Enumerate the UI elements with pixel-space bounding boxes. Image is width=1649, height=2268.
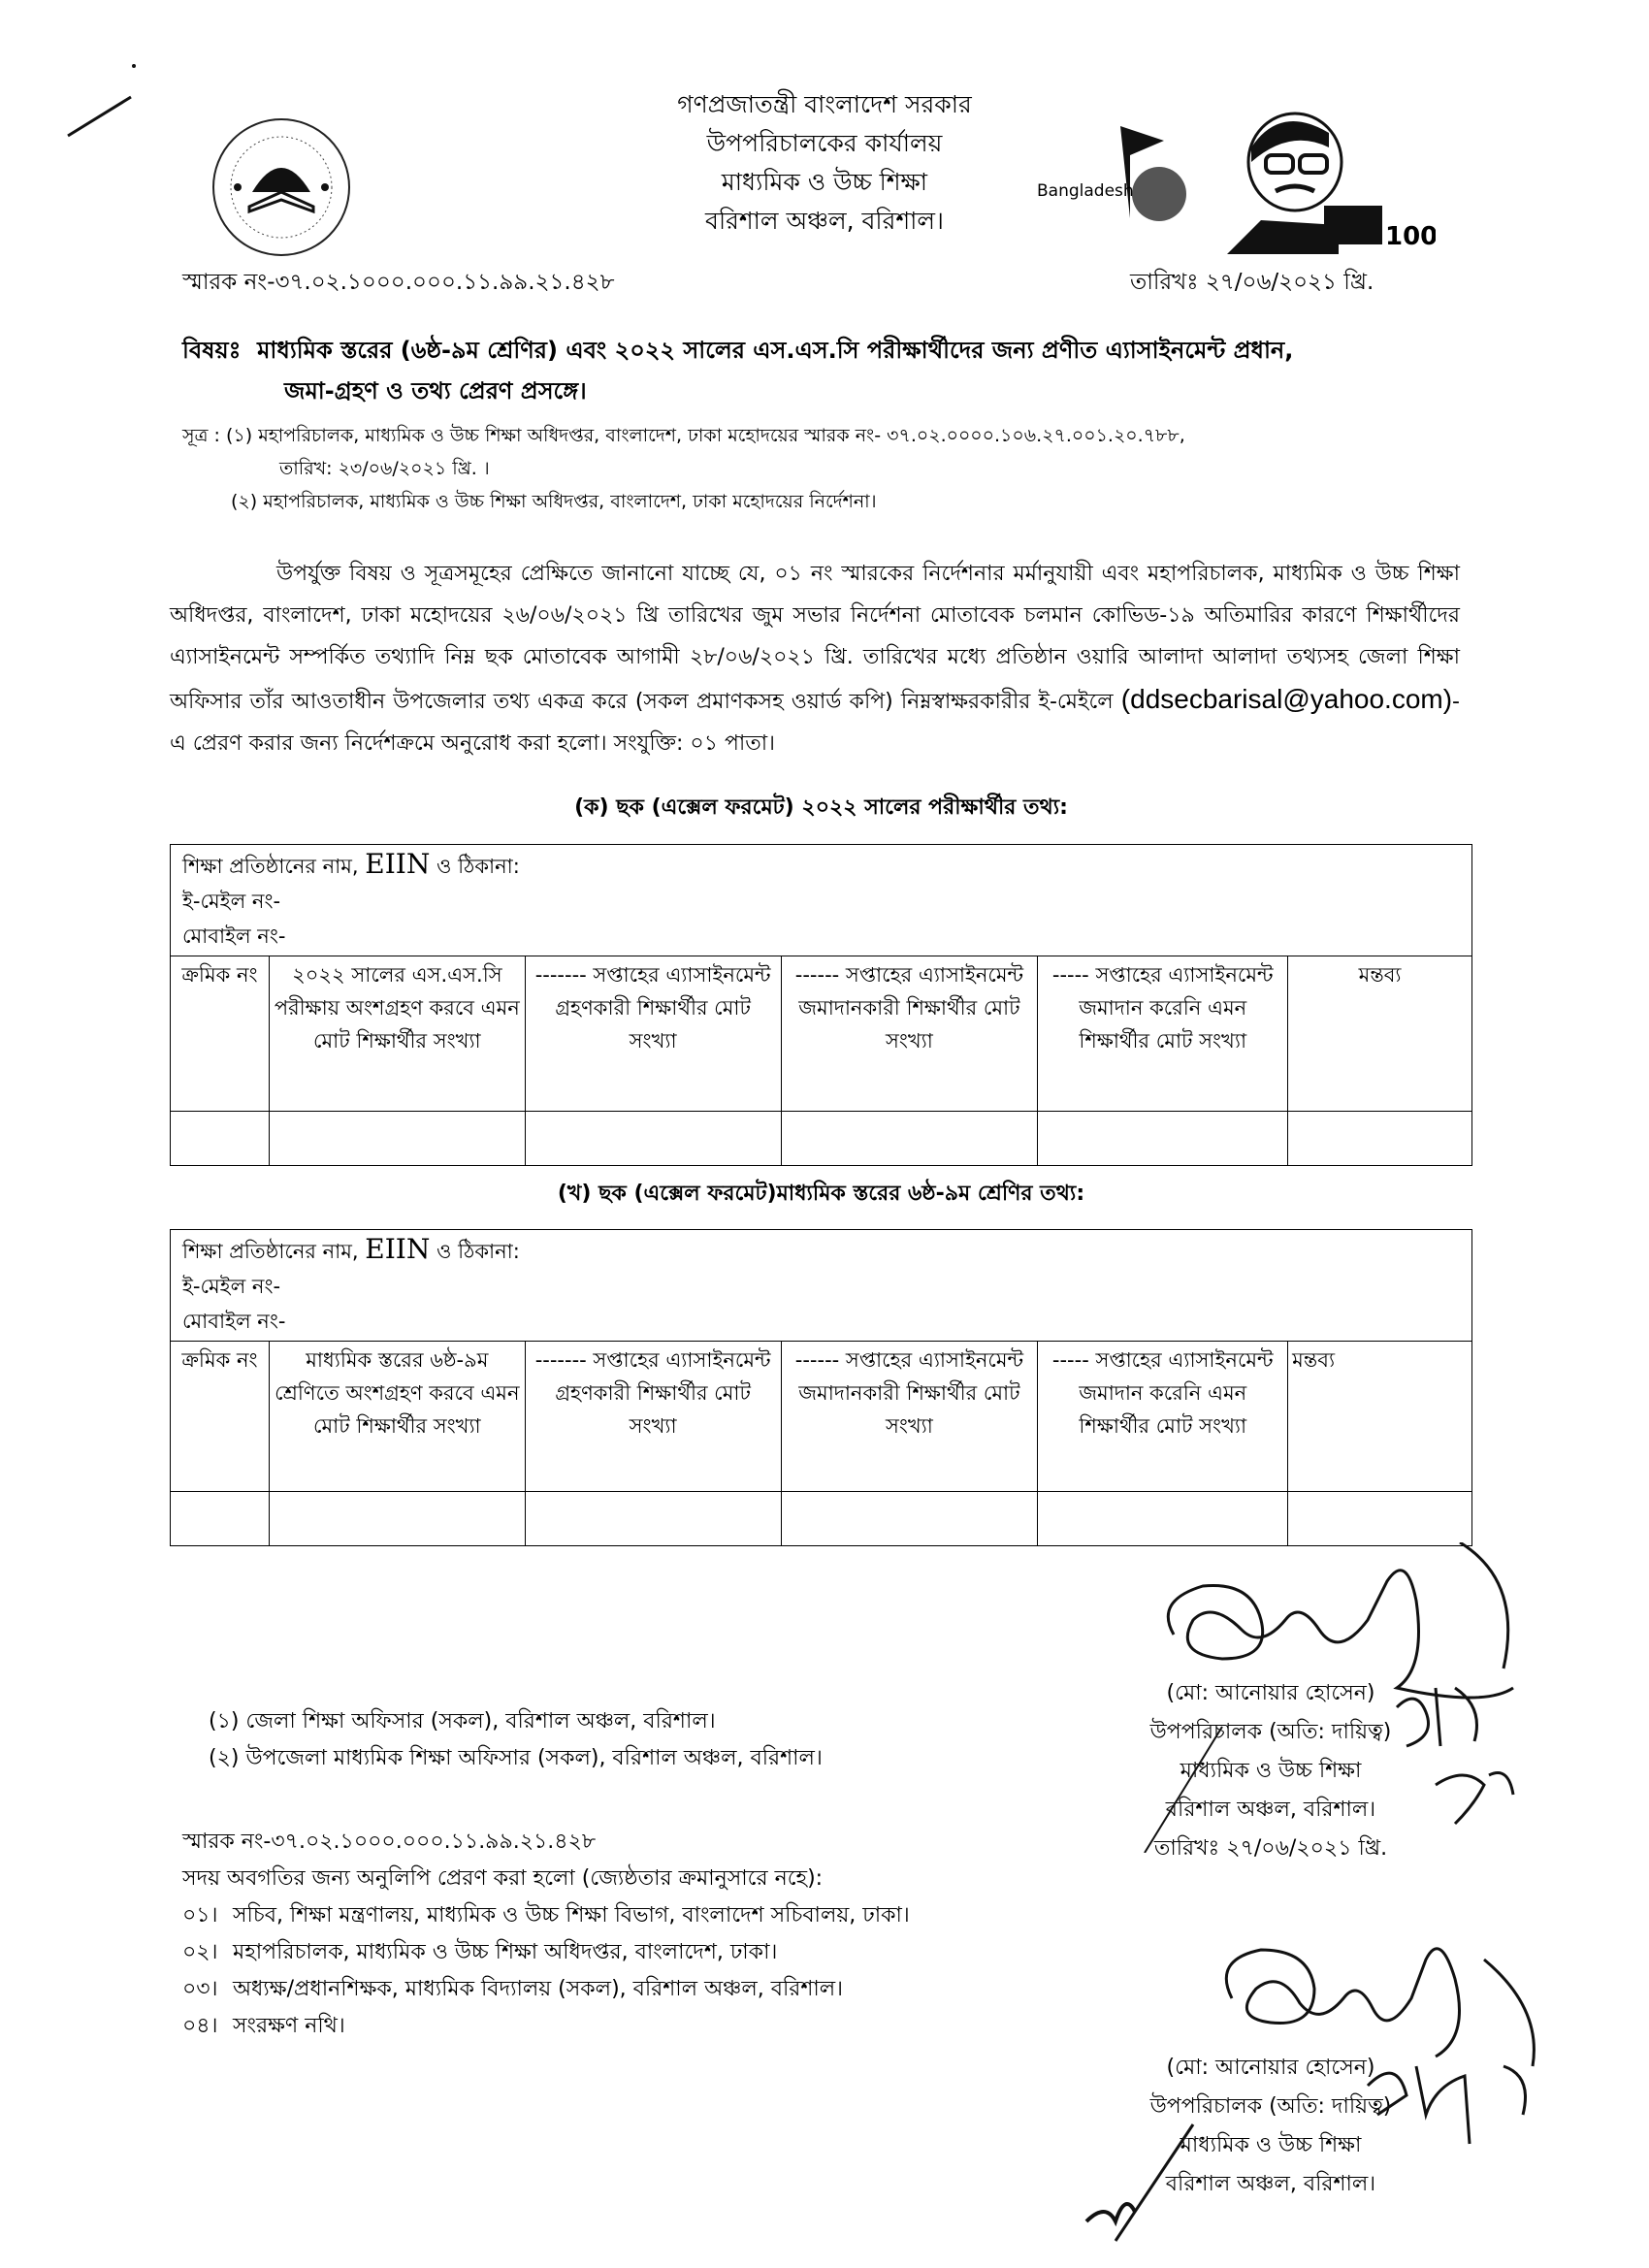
- memo-ref-number: স্মারক নং-৩৭.০২.১০০০.০০০.১১.৯৯.২১.৪২৮: [182, 270, 615, 295]
- signature-block-2: [1106, 2049, 1436, 2204]
- email-field[interactable]: ই-মেইল নং-: [182, 890, 281, 913]
- memo-date: তারিখঃ ২৭/০৬/২০২১ খ্রি.: [1130, 270, 1374, 295]
- col-not-submitted-header: ----- সপ্তাহের এ্যাসাইনমেন্ট জমাদান করেনি এমন শিক্ষার্থীর মোট সংখ্যা: [1038, 1342, 1288, 1492]
- table-b-info-row: [171, 1230, 1472, 1342]
- signatory-title: উপপরিচালক (অতি: দায়িত্ব): [1149, 2094, 1392, 2119]
- table-cell[interactable]: [269, 1492, 525, 1546]
- signatory-date: তারিখঃ ২৭/০৬/২০২১ খ্রি.: [1153, 1836, 1388, 1861]
- copy-section: [182, 1824, 1075, 2045]
- subject-line-2: জমা-গ্রহণ ও তথ্য প্রেরণ প্রসঙ্গে।: [284, 377, 587, 405]
- table-cell[interactable]: [1288, 1112, 1472, 1166]
- scan-mark-icon: [58, 58, 146, 146]
- col-received-header: ------- সপ্তাহের এ্যাসাইনমেন্ট গ্রহণকারী শিক্ষার্থীর মোট সংখ্যা: [525, 956, 781, 1112]
- sources-label: সূত্র :: [182, 425, 220, 446]
- table-row: [171, 1112, 1472, 1166]
- bangladesh-50-icon: [1033, 116, 1208, 223]
- table-b: [170, 1229, 1472, 1546]
- header-line-location: বরিশাল অঞ্চল, বরিশাল।: [705, 207, 944, 235]
- table-a-caption: (ক) ছক (এক্সেল ফরমেট) ২০২২ সালের পরীক্ষার্থীর তথ্য:: [574, 795, 1068, 820]
- header-line-govt: গণপ্রজাতন্ত্রী বাংলাদেশ সরকার: [677, 90, 972, 118]
- recipient-item: (১) জেলা শিক্ষা অফিসার (সকল), বরিশাল অঞ্চল, বরিশাল।: [209, 1709, 716, 1733]
- subject: [182, 330, 1482, 411]
- table-cell[interactable]: [781, 1112, 1038, 1166]
- col-not-submitted-header: ----- সপ্তাহের এ্যাসাইনমেন্ট জমাদান করেনি এমন শিক্ষার্থীর মোট সংখ্যা: [1038, 956, 1288, 1112]
- source-item-2: (২) মহাপরিচালক, মাধ্যমিক ও উচ্চ শিক্ষা অধিদপ্তর, বাংলাদেশ, ঢাকা মহোদয়ের নির্দেশনা।: [231, 491, 877, 512]
- mujib-100-logo: [1222, 109, 1436, 254]
- seal-icon: [209, 114, 354, 260]
- col-remarks-header: মন্তব্য: [1288, 956, 1472, 1112]
- signatory-place: বরিশাল অঞ্চল, বরিশাল।: [1165, 1798, 1376, 1822]
- mobile-field[interactable]: মোবাইল নং-: [182, 1310, 286, 1333]
- table-a-info-row: [171, 845, 1472, 956]
- col-received-header: ------- সপ্তাহের এ্যাসাইনমেন্ট গ্রহণকারী শিক্ষার্থীর মোট সংখ্যা: [525, 1342, 781, 1492]
- signatory-place: বরিশাল অঞ্চল, বরিশাল।: [1165, 2172, 1376, 2196]
- table-b-header-row: [171, 1342, 1472, 1492]
- subject-line-1: মাধ্যমিক স্তরের (৬ষ্ঠ-৯ম শ্রেণির) এবং ২০২২ সালের এস.এস.সি পরীক্ষার্থীদের জন্য প্রণীত এ্যাসাইনমেন্ট প্রধান,: [257, 337, 1294, 364]
- signatory-name: (মো: আনোয়ার হোসেন): [1166, 1681, 1375, 1705]
- table-cell[interactable]: [1038, 1492, 1288, 1546]
- sources: [182, 419, 1482, 518]
- header-line-office: উপপরিচালকের কার্যালয়: [706, 129, 943, 157]
- copy-ref-number: স্মারক নং-৩৭.০২.১০০০.০০০.১১.৯৯.২১.৪২৮: [182, 1830, 597, 1854]
- col-submitted-header: ------ সপ্তাহের এ্যাসাইনমেন্ট জমাদানকারী শিক্ষার্থীর মোট সংখ্যা: [781, 956, 1038, 1112]
- signatory-title: উপপরিচালক (অতি: দায়িত্ব): [1149, 1720, 1392, 1744]
- bangladesh-50-logo: [1033, 116, 1208, 223]
- email-field[interactable]: ই-মেইল নং-: [182, 1275, 281, 1298]
- copy-item: ০৩। অধ্যক্ষ/প্রধানশিক্ষক, মাধ্যমিক বিদ্যালয় (সকল), বরিশাল অঞ্চল, বরিশাল।: [182, 1977, 844, 2001]
- mobile-field[interactable]: মোবাইল নং-: [182, 924, 286, 948]
- table-cell[interactable]: [269, 1112, 525, 1166]
- col-serial-header: ক্রমিক নং: [171, 1342, 270, 1492]
- table-cell[interactable]: [171, 1112, 270, 1166]
- table-row: [171, 1492, 1472, 1546]
- table-cell[interactable]: [781, 1492, 1038, 1546]
- table-cell[interactable]: [525, 1112, 781, 1166]
- recipient-item: (২) উপজেলা মাধ্যমিক শিক্ষা অফিসার (সকল), বরিশাল অঞ্চল, বরিশাল।: [209, 1746, 823, 1770]
- portrait-icon: [1222, 109, 1436, 254]
- letterhead: [543, 85, 1106, 241]
- signatory-dept: মাধ্যমিক ও উচ্চ শিক্ষা: [1180, 1759, 1362, 1783]
- col-serial-header: ক্রমিক নং: [171, 956, 270, 1112]
- source-item-1: (১) মহাপরিচালক, মাধ্যমিক ও উচ্চ শিক্ষা অধিদপ্তর, বাংলাদেশ, ঢাকা মহোদয়ের স্মারক নং- ৩৭.০২.০০০০.১০৬.২৭.০০১.২০.৭৮৮,: [226, 425, 1185, 446]
- col-submitted-header: ------ সপ্তাহের এ্যাসাইনমেন্ট জমাদানকারী শিক্ষার্থীর মোট সংখ্যা: [781, 1342, 1038, 1492]
- col-remarks-header: মন্তব্য: [1288, 1342, 1472, 1492]
- copy-item: ০১। সচিব, শিক্ষা মন্ত্রণালয়, মাধ্যমিক ও উচ্চ শিক্ষা বিভাগ, বাংলাদেশ সচিবালয়, ঢাকা।: [182, 1903, 910, 1928]
- table-a: [170, 844, 1472, 1166]
- source-item-1-date: তারিখ: ২৩/০৬/২০২১ খ্রি. ।: [279, 458, 490, 479]
- contact-email-link[interactable]: (ddsecbarisal@yahoo.com): [1120, 684, 1453, 714]
- col-total-students-header: ২০২২ সালের এস.এস.সি পরীক্ষায় অংশগ্রহণ করবে এমন মোট শিক্ষার্থীর সংখ্যা: [269, 956, 525, 1112]
- copy-item: ০২। মহাপরিচালক, মাধ্যমিক ও উচ্চ শিক্ষা অধিদপ্তর, বাংলাদেশ, ঢাকা।: [182, 1940, 778, 1964]
- svg-text:100: 100: [1385, 222, 1436, 251]
- copy-intro: সদয় অবগতির জন্য অনুলিপি প্রেরণ করা হলো (জ্যেষ্ঠতার ক্রমানুসারে নহে):: [182, 1866, 824, 1891]
- body-text-part-1: উপর্যুক্ত বিষয় ও সূত্রসমূহের প্রেক্ষিতে জানানো যাচ্ছে যে, ০১ নং স্মারকের নির্দেশনার মর্মানুযায়ী এবং মহাপরিচালক, মাধ্যমিক ও উচ্চ শিক্ষা অধিদপ্তর, বাংলাদেশ, ঢাকা মহোদয়ের ২৬/০৬/২০২১ খ্রি তারিখের জুম সভার নির্দেশনা মোতাবেক চলমান কোভিড-১৯ অতিমারির কারণে শিক্ষার্থীদের এ্যাসাইনমেন্ট সম্পর্কিত তথ্যাদি নিম্ন ছক মোতাবেক আগামী ২৮/০৬/২০২১ খ্রি. তারিখের মধ্যে প্রতিষ্ঠান ওয়ারি আলাদা আলাদা তথ্যসহ জেলা শিক্ষা অফিসার তাঁর আওতাধীন উপজেলার তথ্য একত্র করে (সকল প্রমাণকসহ ওয়ার্ড কপি) নিম্নস্বাক্ষরকারীর ই-মেইলে: [170, 562, 1460, 714]
- institution-name-field[interactable]: শিক্ষা প্রতিষ্ঠানের নাম, EIIN ও ঠিকানা:: [182, 848, 520, 880]
- table-cell[interactable]: [1288, 1492, 1472, 1546]
- subject-label: বিষয়ঃ: [182, 337, 242, 364]
- signature-block-1: [1106, 1674, 1436, 1868]
- recipients-list: [209, 1703, 823, 1777]
- table-a-header-row: [171, 956, 1472, 1112]
- signatory-dept: মাধ্যমিক ও উচ্চ শিক্ষা: [1180, 2133, 1362, 2157]
- table-b-caption: (খ) ছক (এক্সেল ফরমেট)মাধ্যমিক স্তরের ৬ষ্ঠ-৯ম শ্রেণির তথ্য:: [557, 1182, 1085, 1206]
- signatory-name: (মো: আনোয়ার হোসেন): [1166, 2056, 1375, 2080]
- table-cell[interactable]: [171, 1492, 270, 1546]
- col-total-students-header: মাধ্যমিক স্তরের ৬ষ্ঠ-৯ম শ্রেণিতে অংশগ্রহণ করবে এমন মোট শিক্ষার্থীর সংখ্যা: [269, 1342, 525, 1492]
- institution-name-field[interactable]: শিক্ষা প্রতিষ্ঠানের নাম, EIIN ও ঠিকানা:: [182, 1233, 520, 1265]
- body-paragraph: [170, 553, 1460, 764]
- table-cell[interactable]: [1038, 1112, 1288, 1166]
- body-text-part-2: -এ প্রেরণ করার জন্য নির্দেশক্রমে অনুরোধ করা হলো। সংযুক্তি: ০১ পাতা।: [170, 690, 1460, 756]
- copy-item: ০৪। সংরক্ষণ নথি।: [182, 2014, 345, 2038]
- svg-text:Bangladesh: Bangladesh: [1037, 181, 1134, 201]
- header-line-dept: মাধ্যমিক ও উচ্চ শিক্ষা: [721, 168, 928, 196]
- office-seal-logo: [209, 114, 354, 260]
- table-cell[interactable]: [525, 1492, 781, 1546]
